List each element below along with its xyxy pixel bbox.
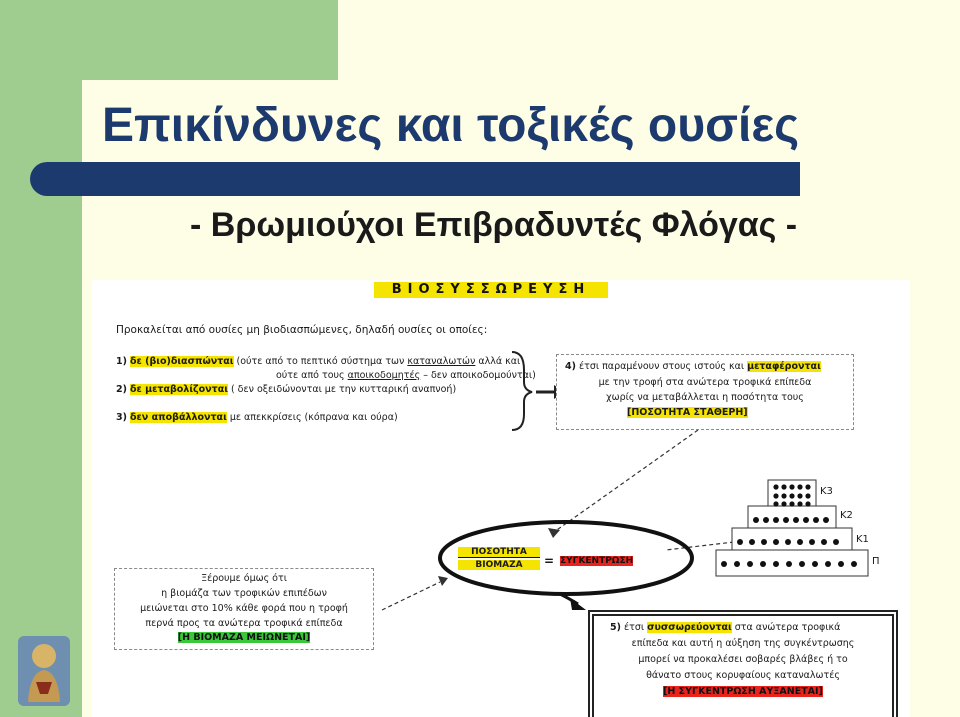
figure-intro: Προκαλείται από ουσίες μη βιοδιασπώμενες, δηλαδή ουσίες οι οποίες:: [116, 324, 488, 336]
item-1-line2-a: ούτε από τους: [276, 370, 348, 381]
organism-dot: [825, 561, 831, 567]
slide-title: Επικίνδυνες και τοξικές ουσίες: [102, 99, 800, 152]
item-3-highlight: δεν αποβάλλονται: [129, 412, 227, 423]
item-1-text-b: αλλά και: [475, 356, 521, 367]
organism-dot: [803, 517, 809, 523]
item-1-text-a: (ούτε από το πεπτικό σύστημα των: [233, 356, 408, 367]
item-5-line-3: μπορεί να προκαλέσει σοβαρές βλάβες ή το: [638, 654, 848, 665]
bioaccumulation-figure: [92, 280, 910, 717]
pyramid-label-p: Π: [872, 556, 880, 567]
organism-dot: [773, 539, 779, 545]
figure-heading: ΒΙΟΣΥΣΣΩΡΕΥΣΗ: [374, 282, 608, 298]
organism-dot: [783, 517, 789, 523]
item-5-box: [588, 610, 898, 717]
pyramid-label-k1: Κ1: [856, 534, 869, 545]
biomass-line-3: μειώνεται στο 10% κάθε φορά που η τροφή: [140, 603, 348, 614]
equation-fraction: [458, 547, 540, 570]
biomass-decreases: [Η ΒΙΟΜΑΖΑ ΜΕΙΩΝΕΤΑΙ]: [177, 632, 311, 643]
item-5-text-b: στα ανώτερα τροφικά: [731, 622, 841, 633]
organism-dot: [793, 517, 799, 523]
item-1-highlight: δε (βιο)διασπώνται: [129, 356, 234, 367]
item-5-line-1: [610, 622, 840, 633]
organism-dot: [785, 539, 791, 545]
organism-dot: [781, 484, 786, 489]
item-4-constant-quantity: [ΠΟΣΟΤΗΤΑ ΣΤΑΘΕΡΗ]: [627, 407, 748, 418]
green-side-band: [0, 0, 82, 717]
item-5-line-4: θάνατο στους κορυφαίους καταναλωτές: [646, 670, 840, 681]
organism-dot: [799, 561, 805, 567]
biomass-line-1: Ξέρουμε όμως ότι: [201, 573, 287, 584]
item-1-line2-b: – δεν αποικοδομούνται): [420, 370, 536, 381]
organism-dot: [812, 561, 818, 567]
item-4-text-a: έτσι παραμένουν στους ιστούς και: [575, 361, 748, 372]
item-5-concentration-increases: [Η ΣΥΓΚΕΝΤΡΩΣΗ ΑΥΞΑΝΕΤΑΙ]: [663, 686, 823, 697]
pyramid-label-k3: Κ3: [820, 486, 833, 497]
item-2-number: 2): [116, 384, 127, 395]
organism-dot: [747, 561, 753, 567]
organism-dot: [763, 517, 769, 523]
item-2-text: ( δεν οξειδώνονται με την κυτταρική αναπνοή): [227, 384, 457, 395]
organism-dot: [851, 561, 857, 567]
equation-result: ΣΥΓΚΕΝΤΡΩΣΗ: [560, 556, 634, 566]
equation-equals: =: [544, 554, 555, 568]
organism-dot: [789, 501, 794, 506]
organism-dot: [805, 501, 810, 506]
item-4-highlight: μεταφέρονται: [747, 361, 821, 372]
dashed-line-from-pyramid: [666, 542, 734, 550]
organism-dot: [833, 539, 839, 545]
biomass-line-4: περνά προς τα ανώτερα τροφικά επίπεδα: [145, 618, 343, 629]
organism-dot: [734, 561, 740, 567]
organism-dot: [781, 493, 786, 498]
brace-shape: [512, 352, 532, 430]
organism-dot: [737, 539, 743, 545]
item-1-decomposers: αποικοδομητές: [347, 370, 421, 381]
organism-dot: [809, 539, 815, 545]
item-1-number: 1): [116, 356, 127, 367]
green-top-band: [0, 0, 338, 80]
pyramid-label-k2: Κ2: [840, 510, 853, 521]
organism-dot: [721, 561, 727, 567]
organism-dot: [760, 561, 766, 567]
slide-subtitle: - Βρωμιούχοι Επιβραδυντές Φλόγας -: [190, 206, 798, 244]
dashed-arrowhead-left: [438, 576, 448, 586]
organism-dot: [797, 501, 802, 506]
organism-dot: [805, 493, 810, 498]
organism-dot: [797, 539, 803, 545]
organism-dot: [749, 539, 755, 545]
dashed-arrow-from-item-4: [554, 430, 698, 532]
title-underline-bar: [30, 162, 800, 196]
organism-dot: [797, 493, 802, 498]
biomass-line-5: [115, 632, 373, 643]
item-4-line-2: με την τροφή στα ανώτερα τροφικά επίπεδα: [598, 377, 812, 388]
organism-dot: [789, 484, 794, 489]
organism-dot: [761, 539, 767, 545]
organism-dot: [821, 539, 827, 545]
item-3-number: 3): [116, 412, 127, 423]
item-4-box: [556, 354, 854, 430]
organism-dot: [773, 517, 779, 523]
biomass-box: [114, 568, 374, 650]
organism-dot: [753, 517, 759, 523]
biomass-line-2: η βιομάζα των τροφικών επιπέδων: [161, 588, 327, 599]
equation-numerator: ΠΟΣΟΤΗΤΑ: [458, 547, 540, 558]
dashed-arrow-from-left-box: [382, 582, 440, 610]
equation-denominator: ΒΙΟΜΑΖΑ: [458, 560, 540, 570]
item-5-line-2: επίπεδα και αυτή η αύξηση της συγκέντρωσης: [631, 638, 855, 649]
organism-dot: [781, 501, 786, 506]
item-4-line-3: χωρίς να μεταβάλλεται η ποσότητα τους: [606, 392, 804, 403]
organism-dot: [813, 517, 819, 523]
item-5-line-5: [594, 686, 892, 697]
item-4-line-1: [565, 361, 821, 372]
organism-dot: [838, 561, 844, 567]
item-2-highlight: δε μεταβολίζονται: [129, 384, 228, 395]
item-4-line-4: [627, 407, 748, 418]
organism-dot: [789, 493, 794, 498]
item-5-text-a: έτσι: [620, 622, 648, 633]
organism-dot: [797, 484, 802, 489]
organism-dot: [773, 561, 779, 567]
item-3-text: με απεκκρίσεις (κόπρανα και ούρα): [226, 412, 398, 423]
item-4-number: 4): [565, 361, 576, 372]
organism-dot: [773, 501, 778, 506]
organism-dot: [773, 493, 778, 498]
organism-dot: [773, 484, 778, 489]
item-5-highlight: συσσωρεύονται: [647, 622, 732, 633]
equation-result-wrap: [560, 556, 633, 566]
university-seal-icon: [14, 632, 74, 710]
organism-dot: [823, 517, 829, 523]
organism-dot: [786, 561, 792, 567]
item-5-number: 5): [610, 622, 621, 633]
item-1-consumers: καταναλωτών: [407, 356, 476, 367]
organism-dot: [805, 484, 810, 489]
seal-head: [32, 644, 56, 668]
